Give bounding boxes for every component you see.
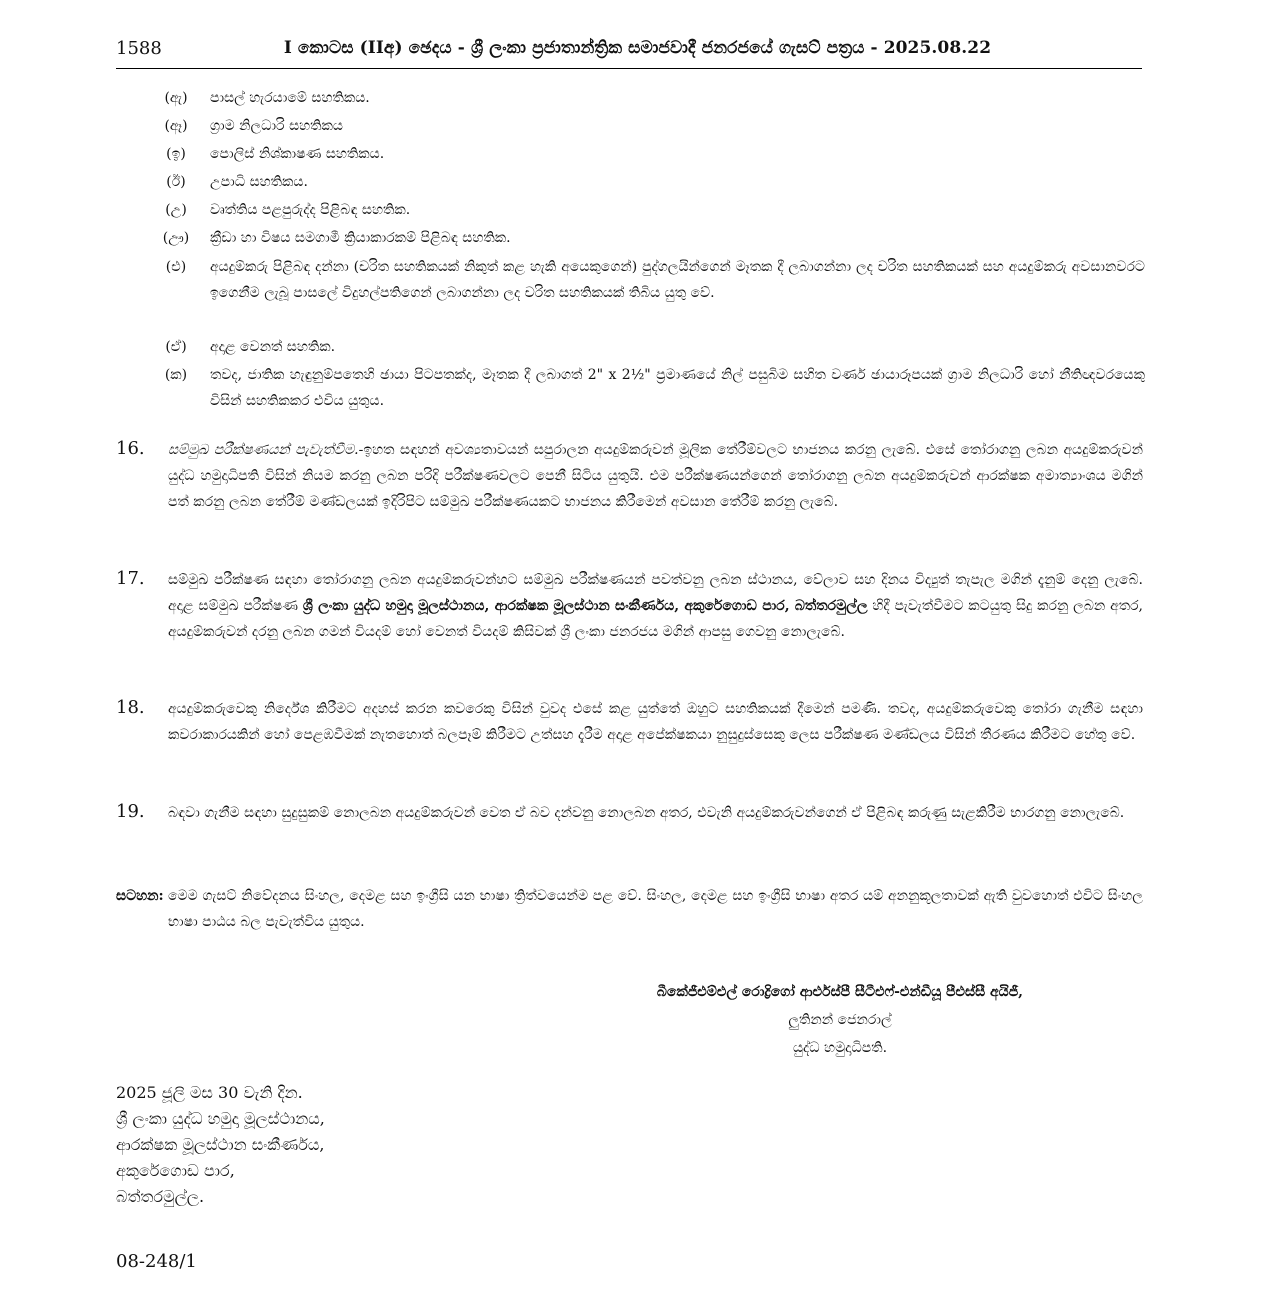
list-marker: (ඇ): [164, 90, 188, 106]
paragraph-body: -ඉහත සඳහන් අවශ්‍යතාවයන් සපුරාලන අයදුම්කරුවන් මූලික තේරීම්වලට භාජනය කරනු ලැබේ. එසේ තෝරාගනු ලබන අයදුම්කරුවන් යුද්ධ හමුදාධිපති විසින් නියම කරනු ලබන පරිදි පරීක්ෂණවලට පෙනී සිටිය යුතුයි. එම පරීක්ෂණයන්ගෙන් තෝරාගනු ලබන අයදුම්කරුවන් ආරක්ෂක අමාත්‍යාංශය මගින් පත් කරනු ලබන තේරීම් මණ්ඩලයක් ඉදිරිපිට සම්මුඛ පරීක්ෂණයකට භාජනය කිරීමෙන් අවසාන තේරීම් කරනු ලැබේ.: [168, 442, 1143, 510]
reference-number: 08-248/1: [116, 1251, 197, 1272]
list-text: අයදුම්කරු පිළිබඳ දන්නා (චරිත සහතිකයක් නිකුත් කළ හැකි අයෙකුගෙන්) පුද්ගලයින්ගෙන් මෑතක දී ලබාගන්නා ලද චරිත සහතිකයක් සහ අයදුම්කරු අවසානවරට ඉගෙනීම ලැබූ පාසලේ විදුහල්පතිගෙන් ලබාගන්නා ලද චරිත සහතිකයක් තිබිය යුතු වේ.: [210, 259, 1145, 301]
address-line: ශ්‍රී ලංකා යුද්ධ හමුදා මූලස්ථානය,: [116, 1109, 325, 1128]
note-text: මෙම ගැසට් නිවේදනය සිංහල, දෙමළ සහ ඉංග්‍රීසි යන භාෂා ත්‍රිත්වයෙන්ම පළ වේ. සිංහල, දෙමළ සහ ඉංග්‍රීසි භාෂා අතර යම් අනනුකූලතාවක් ඇති වුවහොත් එවිට සිංහල භාෂා පාඨය බල පැවැත්විය යුතුය.: [168, 888, 1143, 930]
list-text: ක්‍රීඩා හා විෂය සමගාමී ක්‍රියාකාරකම් පිළිබඳ සහතික.: [210, 230, 511, 246]
paragraph-16: [168, 438, 1143, 515]
list-marker: (ඈ): [164, 118, 188, 134]
address-date: 2025 ජූලි මස 30 වැනි දින.: [116, 1083, 303, 1102]
paragraph-title: සම්මුඛ පරීක්ෂණයන් පැවැත්වීම.: [168, 442, 359, 458]
header-title: I කොටස (IIඅ) ඡෙදය - ශ්‍රී ලංකා ප්‍රජාතාන්ත්‍රික සමාජවාදී ජනරජයේ ගැසට් පත්‍රය - 2025.08.22: [283, 38, 992, 58]
page-number: 1588: [116, 38, 162, 59]
list-text: පාසල් හැරයාමේ සහතිකය.: [210, 90, 370, 106]
header-rule: [116, 68, 1142, 69]
list-marker: (ඌ): [162, 230, 190, 246]
list-text: වෘත්තිය පළපුරුද්ද පිළිබඳ සහතික.: [210, 202, 411, 218]
signatory-rank: ලුතිනන් ජෙනරාල්: [788, 1012, 892, 1028]
list-text: ග්‍රාම නිලධාරි සහතිකය: [210, 118, 343, 134]
address-line: ආරක්ෂක මූලස්ථාන සංකීර්ණය,: [116, 1135, 325, 1154]
paragraph-17: [168, 568, 1143, 645]
signatory-title: යුද්ධ හමුදාධිපති.: [792, 1040, 888, 1056]
venue-bold-text: ශ්‍රී ලංකා යුද්ධ හමුදා මූලස්ථානය, ආරක්ෂක මූලස්ථාන සංකීර්ණය, අකුරේගොඩ පාර, බත්තරමුල්ල: [302, 597, 868, 614]
paragraph-body: සම්මුඛ පරීක්ෂණ සඳහා තෝරාගනු ලබන අයදුම්කරුවන්හට සම්මුඛ පරීක්ෂණයන් පවත්වනු ලබන ස්ථානය, වේලාව සහ දිනය විද්‍යුත් තැපැල මගින් දැනුම් දෙනු ලැබේ. අදාළ සම්මුඛ පරීක්ෂණ: [168, 572, 1143, 614]
list-text: පොලිස් නිශ්කාෂණ සහතිකය.: [210, 146, 385, 162]
address-line: බත්තරමුල්ල.: [116, 1187, 205, 1206]
list-marker: (ඊ): [166, 174, 186, 190]
list-marker: (ක): [164, 367, 188, 383]
paragraph-number: 17.: [116, 568, 145, 589]
paragraph-19: බඳවා ගැනීම සඳහා සුදුසුකම් නොලබන අයදුම්කරුවන් වෙත ඒ බව දන්වනු නොලබන අතර, එවැනි අයදුම්කරුවන්ගෙන් ඒ පිළිබඳ කරුණු සැළකිරීම භාරගනු නොලැබේ.: [168, 805, 1125, 821]
list-marker: (ඉ): [166, 146, 186, 162]
list-marker: (උ): [165, 202, 187, 218]
list-marker: (ඒ): [165, 339, 187, 355]
list-text: අදාළ වෙනත් සහතික.: [210, 339, 336, 355]
list-text: තවද, ජාතික හැඳුනුම්පතෙහි ඡායා පිටපතක්ද, මෑතක දී ලබාගත් 2" x 2½" ප්‍රමාණයේ නිල් පසුබිම සහිත වර්ණ ඡායාරූපයක් ග්‍රාම නිලධාරි හෝ නීතිඥවරයෙකු විසින් සහතිකකර එවිය යුතුය.: [210, 367, 1145, 409]
paragraph-body-continued: හිදී පැවැත්වීමට කටයුතු සිදු කරනු ලබන අතර, අයදුම්කරුවන් දරනු ලබන ගමන් වියදම් හෝ වෙනත් වියදම් කිසිවක් ශ්‍රී ලංකා ජනරජය මගින් ආපසු ගෙවනු නොලැබේ.: [168, 597, 1143, 640]
paragraph-number: 16.: [116, 438, 145, 459]
list-text: උපාධි සහතිකය.: [210, 174, 308, 190]
paragraph-number: 19.: [116, 801, 145, 822]
note-label: සටහන:: [116, 888, 164, 904]
signatory-name: බීකේජීඑම්එල් රොද්‍රිගෝ ආර්එස්පී සීටීඑෆ්-එන්ඩීයූ පීඑස්සී අයිජී,: [656, 984, 1024, 1000]
address-line: අකුරේගොඩ පාර,: [116, 1161, 235, 1180]
list-marker: (එ): [165, 259, 187, 275]
paragraph-18: අයදුම්කරුවෙකු නිර්දේශ කිරීමට අදහස් කරන කවරෙකු විසින් වුවද එසේ කළ යුත්තේ ඔහුට සහතිකයක් දීමෙන් පමණි. තවද, අයදුම්කරුවෙකු තෝරා ගැනීම සඳහා කවරාකාරයකින් හෝ පෙළඹවීමක් නැතහොත් බලපෑම් කිරීමට උත්සහ දැරීම අදාළ අපේක්ෂකයා නුසුදුස්සෙකු ලෙස පරීක්ෂණ මණ්ඩලය විසින් තීරණය කිරීමට හේතු වේ.: [168, 701, 1143, 743]
paragraph-number: 18.: [116, 697, 145, 718]
